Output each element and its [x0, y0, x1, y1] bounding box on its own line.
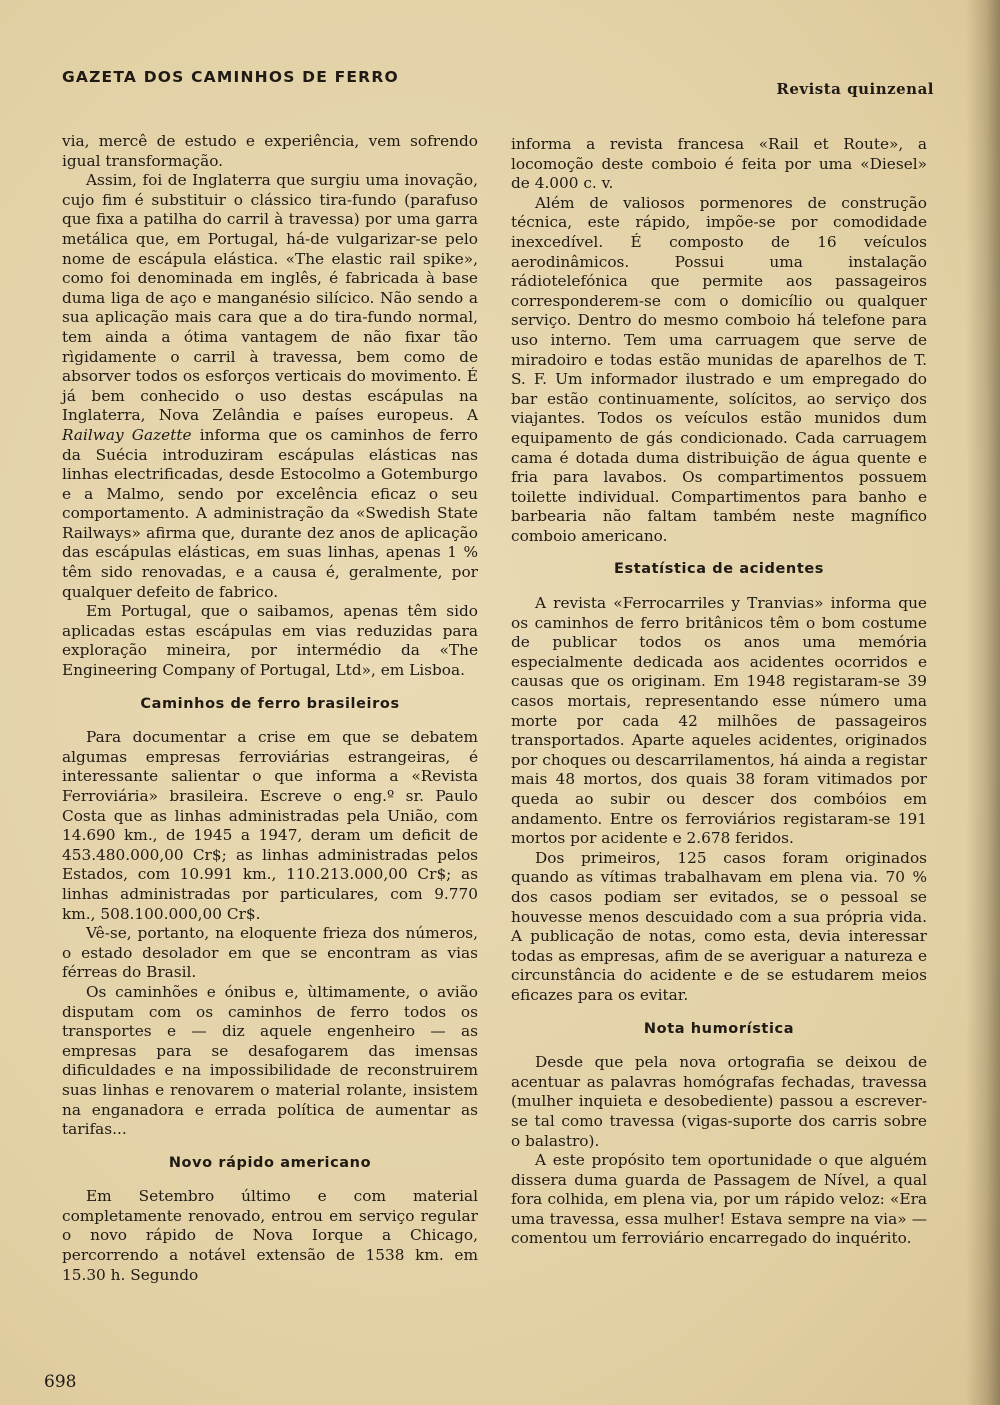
- paragraph: via, mercê de estudo e experiência, vem sofrendo igual transformação.: [62, 132, 478, 170]
- italic-title: Railway Gazette: [62, 425, 192, 444]
- paragraph-text: informa que os caminhos de ferro da Suécia introduziram escápulas elásticas nas linhas electrificadas, desde Estocolmo a Gotemburgo e a Malmo, sendo por excelência eficaz o seu comportamento. A administração da «Swedish State Railways» afirma que, durante dez anos de aplicação das escápulas elásticas, em suas linhas, apenas 1 % têm sido renovadas, e a causa é, geralmente, por qualquer defeito de fabrico.: [62, 425, 478, 601]
- paragraph-text: Assim, foi de Inglaterra que surgiu uma inovação, cujo fim é substituir o clássico tira-fundo (parafuso que fixa a patilha do carril à travessa) por uma garra metálica que, em Portugal, há-de vulgarizar-se pelo nome de escápula elástica. «The elastic rail spike», como foi denominada em inglês, é fabricada à base duma liga de aço e manganésio silícico. Não sendo a sua aplicação mais cara que a do tira-fundo normal, tem ainda a ótima vantagem de não fixar tão rìgidamente o carril à travessa, bem como de absorver todos os esforços verticais do movimento. É já bem conhecido o uso destas escápulas na Inglaterra, Nova Zelândia e países europeus. A: [62, 171, 478, 425]
- paragraph: Em Setembro último e com material completamente renovado, entrou em serviço regular o novo rápido de Nova Iorque a Chicago, percorrendo a notável extensão de 1538 km. em 15.30 h. Segundo: [62, 1187, 478, 1284]
- journal-title: GAZETA DOS CAMINHOS DE FERRO: [62, 68, 399, 86]
- paragraph: A este propósito tem oportunidade o que alguém dissera duma guarda de Passagem de Nível, a qual fora colhida, em plena via, por um rápido veloz: «Era uma travessa, essa mulher! Estava sempre na via» — comentou um ferroviário encarregado do inquérito.: [511, 1151, 927, 1248]
- paragraph: Dos primeiros, 125 casos foram originados quando as vítimas trabalhavam em plena via. 70 % dos casos podiam ser evitados, se o pessoal se houvesse menos descuidado com a sua própria vida. A publicação de notas, como esta, devia interessar todas as empresas, afim de se averiguar a natureza e circunstância do acidente e de se estudarem meios eficazes para os evitar.: [511, 848, 927, 1004]
- paragraph-escapula: [62, 171, 478, 602]
- section-heading-estatistica: Estatística de acidentes: [613, 561, 825, 578]
- journal-subtitle: Revista quinzenal: [776, 80, 934, 98]
- left-column: [62, 132, 478, 1285]
- section-heading-nota: Nota humorística: [643, 1020, 795, 1037]
- paragraph: Vê-se, portanto, na eloquente frieza dos números, o estado desolador em que se encontram as vias férreas do Brasil.: [62, 924, 478, 982]
- paragraph: informa a revista francesa «Rail et Route», a locomoção deste comboio é feita por uma «Diesel» de 4.000 c. v.: [511, 135, 927, 193]
- section-heading-brasileiros: Caminhos de ferro brasileiros: [140, 695, 400, 712]
- right-column: [511, 135, 927, 1249]
- paragraph: Para documentar a crise em que se debatem algumas empresas ferroviárias estrangeiras, é interessante salientar o que informa a «Revista Ferroviária» brasileira. Escreve o eng.º sr. Paulo Costa que as linhas administradas pela União, com 14.690 km., de 1945 a 1947, deram um deficit de 453.480.000,00 Cr$; as linhas administradas pelos Estados, com 10.991 km., 110.213.000,00 Cr$; as linhas administradas por particulares, com 9.770 km., 508.100.000,00 Cr$.: [62, 728, 478, 923]
- page-spine-shadow: [966, 0, 1000, 1405]
- section-heading-rapido: Novo rápido americano: [168, 1154, 372, 1171]
- paragraph: A revista «Ferrocarriles y Tranvias» informa que os caminhos de ferro britânicos têm o bom costume de publicar todos os anos uma memória especialmente dedicada aos acidentes ocorridos e causas que os originam. Em 1948 registaram-se 39 casos mortais, representando esse número uma morte por cada 42 milhões de passageiros transportados. Aparte aqueles acidentes, originados por choques ou descarrilamentos, há ainda a registar mais 48 mortos, dos quais 38 foram vitimados por queda ao subir ou descer dos combóios em andamento. Entre os ferroviários registaram-se 191 mortos por acidente e 2.678 feridos.: [511, 594, 927, 848]
- paragraph: Além de valiosos pormenores de construção técnica, este rápido, impõe-se por comodidade inexcedível. É composto de 16 veículos aerodinâmicos. Possui uma instalação rádiotelefónica que permite aos passageiros corresponderem-se com o domicílio ou qualquer serviço. Dentro do mesmo comboio há telefone para uso interno. Tem uma carruagem que serve de miradoiro e todas estão munidas de aparelhos de T. S. F. Um informador ilustrado e um empregado do bar estão continuamente, solícitos, ao serviço dos viajantes. Todos os veículos estão munidos dum equipamento de gás condicionado. Cada carruagem cama é dotada duma distribuição de água quente e fria para lavabos. Os compartimentos possuem toilette individual. Compartimentos para banho e barbearia não faltam também neste magnífico comboio americano.: [511, 193, 927, 545]
- paragraph: Os caminhões e ónibus e, ùltimamente, o avião disputam com os caminhos de ferro todos os transportes e — diz aquele engenheiro — as empresas para se desafogarem das imensas dificuldades e na impossibilidade de reconstruirem suas linhas e renovarem o material rolante, insistem na enganadora e errada política de aumentar as tarifas...: [62, 982, 478, 1139]
- paragraph: Desde que pela nova ortografia se deixou de acentuar as palavras homógrafas fechadas, travessa (mulher inquieta e desobediente) passou a escrever-se tal como travessa (vigas-suporte dos carris sobre o balastro).: [511, 1053, 927, 1150]
- page-number: 698: [44, 1372, 77, 1392]
- paragraph: Em Portugal, que o saibamos, apenas têm sido aplicadas estas escápulas em vias reduzidas para exploração mineira, por intermédio da «The Engineering Company of Portugal, Ltd», em Lisboa.: [62, 602, 478, 680]
